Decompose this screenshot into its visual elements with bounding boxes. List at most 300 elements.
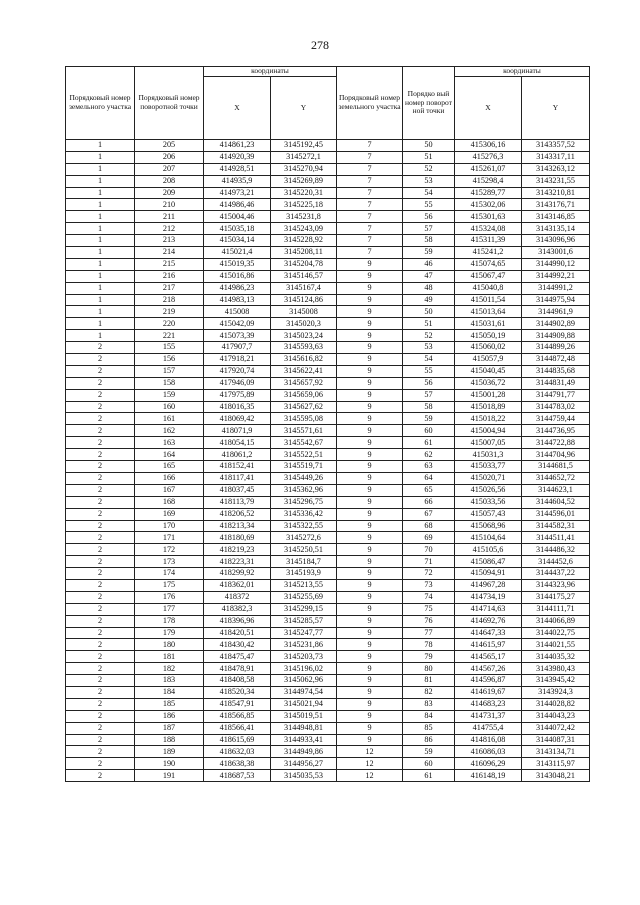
cell-coord-y: 3145220,31 [271, 187, 337, 199]
cell-point-number-right: 61 [403, 437, 455, 449]
cell-point-number-right: 52 [403, 330, 455, 342]
cell-point-number-right: 80 [403, 663, 455, 675]
cell-point-number: 164 [135, 449, 204, 461]
cell-coord-y-right: 3144452,6 [522, 556, 590, 568]
cell-coord-y: 3145627,62 [271, 401, 337, 413]
cell-parcel-number: 2 [66, 734, 135, 746]
cell-coord-y: 3145062,96 [271, 675, 337, 687]
table-row [66, 365, 590, 377]
table-row [66, 163, 590, 175]
cell-coord-x: 418475,47 [204, 651, 271, 663]
table-row [66, 294, 590, 306]
cell-parcel-number-right: 9 [337, 663, 403, 675]
table-row [66, 401, 590, 413]
cell-coord-x: 414986,46 [204, 199, 271, 211]
cell-coord-y: 3145008 [271, 306, 337, 318]
cell-parcel-number-right: 9 [337, 365, 403, 377]
cell-parcel-number-right: 9 [337, 389, 403, 401]
cell-point-number-right: 72 [403, 568, 455, 580]
table-row [66, 746, 590, 758]
cell-coord-x: 414928,51 [204, 163, 271, 175]
cell-coord-x-right: 416096,29 [455, 758, 522, 770]
cell-coord-x: 418213,34 [204, 520, 271, 532]
cell-point-number: 168 [135, 496, 204, 508]
cell-coord-y-right: 3144722,88 [522, 437, 590, 449]
cell-coord-x-right: 415013,64 [455, 306, 522, 318]
cell-point-number-right: 54 [403, 354, 455, 366]
cell-coord-y-right: 3143210,81 [522, 187, 590, 199]
cell-coord-x-right: 414816,08 [455, 734, 522, 746]
cell-parcel-number-right: 9 [337, 401, 403, 413]
header-coordinates-left: координаты [204, 67, 337, 77]
cell-point-number: 190 [135, 758, 204, 770]
cell-coord-y-right: 3144623,1 [522, 484, 590, 496]
cell-coord-x-right: 415018,89 [455, 401, 522, 413]
cell-parcel-number-right: 9 [337, 461, 403, 473]
cell-coord-x-right: 415105,6 [455, 544, 522, 556]
cell-point-number-right: 57 [403, 389, 455, 401]
cell-coord-x-right: 414734,19 [455, 591, 522, 603]
cell-coord-y: 3145519,71 [271, 461, 337, 473]
cell-coord-y-right: 3144835,68 [522, 365, 590, 377]
cell-point-number: 181 [135, 651, 204, 663]
table-row [66, 258, 590, 270]
table-row [66, 484, 590, 496]
cell-point-number-right: 82 [403, 686, 455, 698]
cell-coord-y-right: 3144604,52 [522, 496, 590, 508]
table-row [66, 342, 590, 354]
cell-coord-x: 415021,4 [204, 247, 271, 259]
cell-coord-y: 3145020,3 [271, 318, 337, 330]
cell-point-number: 212 [135, 223, 204, 235]
cell-point-number: 166 [135, 472, 204, 484]
cell-point-number-right: 50 [403, 140, 455, 152]
cell-point-number: 220 [135, 318, 204, 330]
cell-coord-y-right: 3143263,12 [522, 163, 590, 175]
cell-coord-x: 418420,51 [204, 627, 271, 639]
cell-parcel-number: 2 [66, 342, 135, 354]
cell-coord-y: 3145203,73 [271, 651, 337, 663]
cell-coord-x: 418117,41 [204, 472, 271, 484]
cell-coord-y-right: 3144872,48 [522, 354, 590, 366]
header-x-right: X [455, 77, 522, 140]
cell-parcel-number-right: 9 [337, 544, 403, 556]
cell-coord-y-right: 3144961,9 [522, 306, 590, 318]
cell-coord-y: 3144956,27 [271, 758, 337, 770]
cell-point-number-right: 58 [403, 235, 455, 247]
cell-coord-x: 418478,91 [204, 663, 271, 675]
table-row [66, 389, 590, 401]
cell-coord-x: 417920,74 [204, 365, 271, 377]
cell-coord-x: 418615,69 [204, 734, 271, 746]
cell-coord-x: 418016,35 [204, 401, 271, 413]
cell-coord-x-right: 415301,63 [455, 211, 522, 223]
cell-coord-y-right: 3144899,26 [522, 342, 590, 354]
cell-coord-x-right: 414683,23 [455, 698, 522, 710]
cell-coord-x-right: 415094,91 [455, 568, 522, 580]
cell-parcel-number: 2 [66, 770, 135, 782]
cell-coord-x-right: 415060,02 [455, 342, 522, 354]
cell-parcel-number: 1 [66, 270, 135, 282]
cell-point-number: 205 [135, 140, 204, 152]
cell-coord-x-right: 415040,45 [455, 365, 522, 377]
cell-coord-x-right: 415050,19 [455, 330, 522, 342]
cell-coord-x: 415042,09 [204, 318, 271, 330]
cell-point-number: 161 [135, 413, 204, 425]
table-row [66, 425, 590, 437]
cell-coord-x: 418206,52 [204, 508, 271, 520]
cell-point-number: 170 [135, 520, 204, 532]
cell-point-number-right: 86 [403, 734, 455, 746]
cell-point-number: 189 [135, 746, 204, 758]
cell-coord-x-right: 414755,4 [455, 722, 522, 734]
cell-coord-x: 418632,03 [204, 746, 271, 758]
cell-point-number-right: 46 [403, 258, 455, 270]
cell-coord-y-right: 3143115,97 [522, 758, 590, 770]
cell-coord-x: 415019,35 [204, 258, 271, 270]
cell-coord-x: 418223,31 [204, 556, 271, 568]
table-row [66, 591, 590, 603]
cell-parcel-number: 1 [66, 140, 135, 152]
cell-coord-y-right: 3144975,94 [522, 294, 590, 306]
cell-coord-x-right: 415040,8 [455, 282, 522, 294]
table-row [66, 306, 590, 318]
cell-point-number: 155 [135, 342, 204, 354]
table-row [66, 472, 590, 484]
cell-coord-x-right: 414714,63 [455, 603, 522, 615]
cell-coord-y: 3145616,82 [271, 354, 337, 366]
cell-point-number-right: 48 [403, 282, 455, 294]
cell-point-number: 209 [135, 187, 204, 199]
table-row [66, 247, 590, 259]
cell-parcel-number-right: 9 [337, 282, 403, 294]
cell-coord-x: 417946,09 [204, 377, 271, 389]
cell-point-number-right: 61 [403, 770, 455, 782]
cell-point-number: 210 [135, 199, 204, 211]
cell-point-number-right: 56 [403, 211, 455, 223]
cell-parcel-number-right: 9 [337, 306, 403, 318]
cell-parcel-number-right: 9 [337, 532, 403, 544]
cell-parcel-number-right: 9 [337, 377, 403, 389]
header-parcel-number-right: Порядковый номер земельного участка [337, 67, 403, 140]
cell-coord-y-right: 3144652,72 [522, 472, 590, 484]
cell-coord-y-right: 3144582,31 [522, 520, 590, 532]
cell-point-number: 219 [135, 306, 204, 318]
table-row [66, 151, 590, 163]
cell-coord-y-right: 3143146,85 [522, 211, 590, 223]
cell-coord-x: 418430,42 [204, 639, 271, 651]
cell-coord-y-right: 3144022,75 [522, 627, 590, 639]
cell-coord-y: 3145196,02 [271, 663, 337, 675]
cell-point-number: 165 [135, 461, 204, 473]
cell-point-number-right: 83 [403, 698, 455, 710]
cell-point-number: 217 [135, 282, 204, 294]
cell-point-number-right: 69 [403, 532, 455, 544]
cell-point-number: 211 [135, 211, 204, 223]
cell-coord-x: 415004,46 [204, 211, 271, 223]
table-row [66, 318, 590, 330]
cell-coord-y: 3145296,75 [271, 496, 337, 508]
cell-coord-y: 3145322,55 [271, 520, 337, 532]
cell-coord-x-right: 414596,87 [455, 675, 522, 687]
cell-parcel-number: 2 [66, 675, 135, 687]
cell-coord-y: 3145255,69 [271, 591, 337, 603]
table-row [66, 675, 590, 687]
cell-coord-x: 418372 [204, 591, 271, 603]
cell-parcel-number-right: 12 [337, 746, 403, 758]
cell-coord-x: 414986,23 [204, 282, 271, 294]
cell-parcel-number-right: 9 [337, 520, 403, 532]
cell-coord-x: 418180,69 [204, 532, 271, 544]
cell-parcel-number-right: 9 [337, 591, 403, 603]
cell-point-number-right: 74 [403, 591, 455, 603]
cell-coord-x: 418547,91 [204, 698, 271, 710]
cell-parcel-number: 2 [66, 449, 135, 461]
cell-point-number: 167 [135, 484, 204, 496]
cell-parcel-number-right: 7 [337, 247, 403, 259]
cell-coord-x: 414983,13 [204, 294, 271, 306]
cell-point-number-right: 58 [403, 401, 455, 413]
cell-parcel-number: 2 [66, 722, 135, 734]
cell-parcel-number: 2 [66, 389, 135, 401]
cell-point-number: 207 [135, 163, 204, 175]
cell-point-number-right: 53 [403, 342, 455, 354]
cell-coord-y-right: 3144028,82 [522, 698, 590, 710]
cell-coord-x-right: 415057,9 [455, 354, 522, 366]
cell-parcel-number: 2 [66, 651, 135, 663]
cell-parcel-number: 1 [66, 187, 135, 199]
cell-coord-x: 415008 [204, 306, 271, 318]
table-row [66, 710, 590, 722]
cell-parcel-number-right: 9 [337, 710, 403, 722]
header-parcel-number: Порядковый номер земельного участка [66, 67, 135, 140]
cell-point-number: 160 [135, 401, 204, 413]
cell-coord-y: 3145023,24 [271, 330, 337, 342]
cell-coord-x-right: 415289,77 [455, 187, 522, 199]
cell-parcel-number: 1 [66, 318, 135, 330]
cell-parcel-number-right: 7 [337, 151, 403, 163]
cell-point-number-right: 63 [403, 461, 455, 473]
cell-parcel-number-right: 9 [337, 686, 403, 698]
cell-point-number-right: 79 [403, 651, 455, 663]
cell-coord-y: 3145184,7 [271, 556, 337, 568]
cell-parcel-number-right: 9 [337, 354, 403, 366]
cell-coord-x: 418638,38 [204, 758, 271, 770]
cell-parcel-number-right: 7 [337, 211, 403, 223]
cell-coord-y-right: 3143980,43 [522, 663, 590, 675]
cell-coord-y: 3145228,92 [271, 235, 337, 247]
cell-point-number-right: 50 [403, 306, 455, 318]
cell-point-number: 180 [135, 639, 204, 651]
cell-point-number: 176 [135, 591, 204, 603]
cell-point-number-right: 81 [403, 675, 455, 687]
table-row [66, 758, 590, 770]
cell-parcel-number: 2 [66, 686, 135, 698]
header-point-number: Порядковый номер поворотной точки [135, 67, 204, 140]
cell-coord-x: 414973,21 [204, 187, 271, 199]
cell-coord-y-right: 3143357,52 [522, 140, 590, 152]
cell-coord-y-right: 3144783,02 [522, 401, 590, 413]
cell-parcel-number: 1 [66, 306, 135, 318]
cell-point-number: 221 [135, 330, 204, 342]
cell-coord-x: 414861,23 [204, 140, 271, 152]
cell-coord-y: 3145659,06 [271, 389, 337, 401]
coordinates-table [65, 66, 590, 782]
cell-parcel-number-right: 7 [337, 199, 403, 211]
table-row [66, 377, 590, 389]
cell-coord-y: 3144949,86 [271, 746, 337, 758]
cell-parcel-number-right: 9 [337, 734, 403, 746]
cell-coord-x: 417907,7 [204, 342, 271, 354]
cell-coord-y: 3145622,41 [271, 365, 337, 377]
cell-coord-y: 3145193,9 [271, 568, 337, 580]
cell-parcel-number-right: 7 [337, 140, 403, 152]
cell-coord-x-right: 415261,07 [455, 163, 522, 175]
cell-coord-x-right: 415068,96 [455, 520, 522, 532]
cell-coord-y-right: 3144909,88 [522, 330, 590, 342]
cell-coord-x: 418152,41 [204, 461, 271, 473]
cell-coord-x: 417918,21 [204, 354, 271, 366]
cell-parcel-number: 2 [66, 579, 135, 591]
cell-parcel-number: 2 [66, 377, 135, 389]
cell-parcel-number: 2 [66, 365, 135, 377]
cell-parcel-number: 1 [66, 282, 135, 294]
cell-point-number-right: 54 [403, 187, 455, 199]
table-row [66, 330, 590, 342]
cell-coord-y-right: 3144831,49 [522, 377, 590, 389]
cell-parcel-number: 1 [66, 294, 135, 306]
cell-point-number-right: 68 [403, 520, 455, 532]
cell-coord-x-right: 415033,56 [455, 496, 522, 508]
cell-point-number: 185 [135, 698, 204, 710]
cell-parcel-number-right: 9 [337, 651, 403, 663]
cell-coord-y: 3144974,54 [271, 686, 337, 698]
cell-point-number-right: 62 [403, 449, 455, 461]
cell-parcel-number: 2 [66, 532, 135, 544]
cell-coord-x: 418071,9 [204, 425, 271, 437]
cell-point-number-right: 73 [403, 579, 455, 591]
table-row [66, 579, 590, 591]
cell-parcel-number-right: 9 [337, 722, 403, 734]
cell-coord-x: 418061,2 [204, 449, 271, 461]
cell-coord-x-right: 414619,67 [455, 686, 522, 698]
cell-parcel-number-right: 9 [337, 330, 403, 342]
cell-parcel-number-right: 9 [337, 556, 403, 568]
cell-point-number-right: 59 [403, 413, 455, 425]
cell-coord-x-right: 415007,05 [455, 437, 522, 449]
cell-parcel-number: 2 [66, 413, 135, 425]
cell-coord-y: 3145269,89 [271, 175, 337, 187]
cell-point-number-right: 75 [403, 603, 455, 615]
table-row [66, 187, 590, 199]
cell-coord-x-right: 415324,08 [455, 223, 522, 235]
cell-coord-x-right: 415033,77 [455, 461, 522, 473]
cell-point-number: 163 [135, 437, 204, 449]
cell-parcel-number: 2 [66, 591, 135, 603]
cell-coord-x-right: 414647,33 [455, 627, 522, 639]
cell-coord-x: 418219,23 [204, 544, 271, 556]
cell-coord-y-right: 3144704,96 [522, 449, 590, 461]
table-row [66, 686, 590, 698]
cell-coord-y: 3145247,77 [271, 627, 337, 639]
cell-coord-x: 415034,14 [204, 235, 271, 247]
cell-coord-y-right: 3144759,44 [522, 413, 590, 425]
cell-coord-y-right: 3144486,32 [522, 544, 590, 556]
cell-point-number-right: 51 [403, 151, 455, 163]
cell-point-number-right: 70 [403, 544, 455, 556]
cell-coord-x-right: 414967,28 [455, 579, 522, 591]
cell-coord-y: 3145449,26 [271, 472, 337, 484]
cell-coord-y: 3145299,15 [271, 603, 337, 615]
cell-coord-y: 3145336,42 [271, 508, 337, 520]
cell-coord-y: 3145035,53 [271, 770, 337, 782]
table-row [66, 461, 590, 473]
cell-coord-x: 415035,18 [204, 223, 271, 235]
cell-point-number: 177 [135, 603, 204, 615]
cell-parcel-number: 1 [66, 211, 135, 223]
cell-point-number: 175 [135, 579, 204, 591]
cell-coord-y: 3145243,09 [271, 223, 337, 235]
table-row [66, 175, 590, 187]
cell-coord-y: 3145225,18 [271, 199, 337, 211]
cell-parcel-number-right: 9 [337, 627, 403, 639]
cell-point-number: 186 [135, 710, 204, 722]
cell-point-number-right: 56 [403, 377, 455, 389]
table-body [66, 140, 590, 782]
cell-coord-y-right: 3144990,12 [522, 258, 590, 270]
cell-coord-x-right: 415306,16 [455, 140, 522, 152]
table-row [66, 223, 590, 235]
cell-coord-y: 3145124,86 [271, 294, 337, 306]
cell-point-number-right: 55 [403, 365, 455, 377]
cell-point-number-right: 59 [403, 746, 455, 758]
table-row [66, 508, 590, 520]
cell-parcel-number-right: 9 [337, 568, 403, 580]
cell-parcel-number: 2 [66, 758, 135, 770]
cell-point-number-right: 65 [403, 484, 455, 496]
cell-point-number: 171 [135, 532, 204, 544]
table-row [66, 354, 590, 366]
cell-coord-x: 414920,39 [204, 151, 271, 163]
cell-point-number-right: 60 [403, 758, 455, 770]
cell-parcel-number-right: 9 [337, 449, 403, 461]
table-row [66, 270, 590, 282]
cell-parcel-number: 1 [66, 199, 135, 211]
cell-coord-x-right: 415031,61 [455, 318, 522, 330]
cell-coord-y: 3145021,94 [271, 698, 337, 710]
cell-coord-x-right: 415074,65 [455, 258, 522, 270]
cell-point-number-right: 64 [403, 472, 455, 484]
table-row [66, 556, 590, 568]
page-number: 278 [311, 38, 329, 52]
cell-parcel-number-right: 9 [337, 437, 403, 449]
cell-parcel-number-right: 9 [337, 472, 403, 484]
cell-parcel-number-right: 9 [337, 698, 403, 710]
table-row [66, 449, 590, 461]
cell-coord-y-right: 3144596,01 [522, 508, 590, 520]
cell-parcel-number-right: 9 [337, 342, 403, 354]
cell-parcel-number: 2 [66, 746, 135, 758]
cell-coord-y-right: 3144736,95 [522, 425, 590, 437]
cell-coord-x: 418566,85 [204, 710, 271, 722]
cell-point-number: 179 [135, 627, 204, 639]
cell-point-number: 191 [135, 770, 204, 782]
cell-point-number: 187 [135, 722, 204, 734]
cell-coord-x-right: 415311,39 [455, 235, 522, 247]
cell-coord-x: 418408,58 [204, 675, 271, 687]
cell-parcel-number: 2 [66, 484, 135, 496]
cell-coord-x-right: 416086,03 [455, 746, 522, 758]
